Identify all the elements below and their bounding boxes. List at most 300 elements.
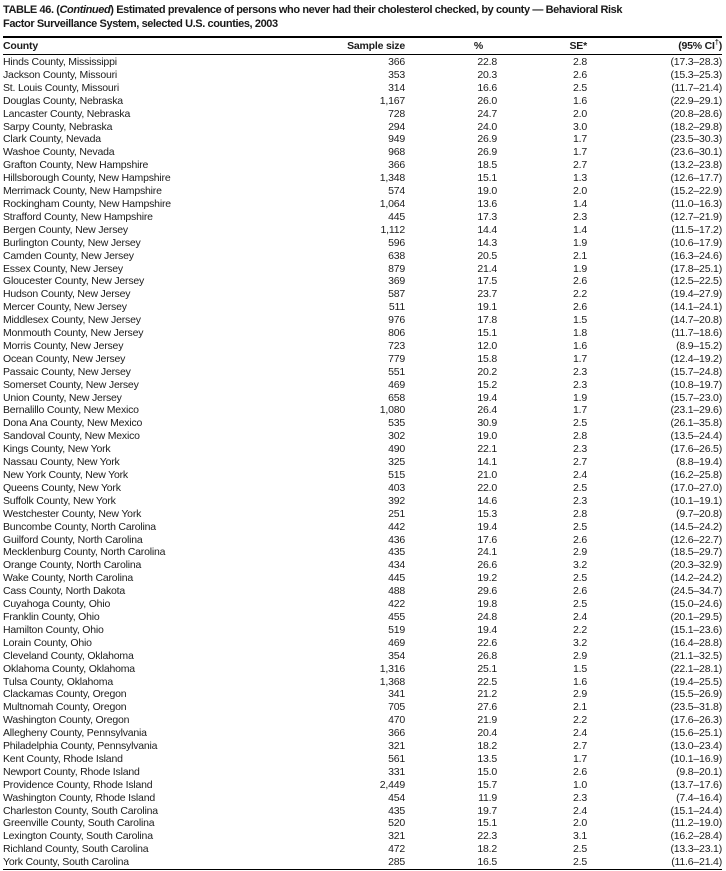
sample-size-cell: 705 bbox=[388, 701, 405, 714]
ci-cell: (15.1–24.4) bbox=[670, 804, 722, 817]
table-row bbox=[3, 353, 722, 366]
se-cell: 2.5 bbox=[573, 520, 587, 533]
table-row bbox=[3, 611, 722, 624]
se-cell: 2.4 bbox=[573, 469, 587, 481]
table-row bbox=[3, 830, 722, 843]
county-cell: Essex County, New Jersey bbox=[3, 262, 123, 275]
table-row bbox=[3, 753, 722, 766]
ci-cell: (10.8–19.7) bbox=[670, 378, 722, 391]
ci-cell: (15.6–25.1) bbox=[670, 727, 722, 740]
county-cell: Cleveland County, Oklahoma bbox=[3, 649, 134, 662]
percent-cell: 24.8 bbox=[477, 610, 497, 623]
sample-size-cell: 949 bbox=[388, 133, 405, 146]
sample-size-cell: 436 bbox=[388, 533, 405, 546]
ci-cell: (14.7–20.8) bbox=[670, 314, 722, 327]
county-cell: New York County, New York bbox=[3, 469, 128, 481]
county-cell: Rockingham County, New Hampshire bbox=[3, 197, 171, 210]
table-row bbox=[3, 701, 722, 714]
ci-cell: (19.4–27.9) bbox=[670, 288, 722, 301]
percent-cell: 19.4 bbox=[477, 520, 497, 533]
sample-size-cell: 366 bbox=[388, 159, 405, 172]
table-row bbox=[3, 456, 722, 469]
county-cell: Wake County, North Carolina bbox=[3, 572, 133, 585]
sample-size-cell: 285 bbox=[388, 856, 405, 869]
sample-size-cell: 728 bbox=[388, 107, 405, 120]
percent-cell: 25.1 bbox=[477, 662, 497, 675]
table-header bbox=[3, 37, 722, 55]
percent-cell: 18.2 bbox=[477, 740, 497, 753]
ci-cell: (23.5–31.8) bbox=[670, 701, 722, 714]
county-cell: Hillsborough County, New Hampshire bbox=[3, 172, 171, 185]
ci-cell: (10.1–16.9) bbox=[670, 752, 722, 765]
county-cell: Buncombe County, North Carolina bbox=[3, 520, 156, 533]
se-cell: 2.9 bbox=[573, 688, 587, 701]
se-cell: 2.6 bbox=[573, 533, 587, 546]
table-row bbox=[3, 637, 722, 650]
ci-cell: (8.8–19.4) bbox=[676, 456, 722, 469]
percent-cell: 21.2 bbox=[477, 688, 497, 701]
percent-cell: 26.0 bbox=[477, 94, 497, 107]
table-row bbox=[3, 185, 722, 198]
county-cell: Union County, New Jersey bbox=[3, 391, 122, 404]
county-cell: Strafford County, New Hampshire bbox=[3, 210, 153, 223]
table-title-line1 bbox=[3, 4, 722, 18]
county-cell: Charleston County, South Carolina bbox=[3, 804, 158, 817]
county-cell: Westchester County, New York bbox=[3, 507, 142, 520]
se-cell: 2.4 bbox=[573, 610, 587, 623]
percent-cell: 22.5 bbox=[477, 675, 497, 688]
table-row bbox=[3, 82, 722, 95]
sample-size-cell: 445 bbox=[388, 210, 405, 223]
ci-cell: (15.2–22.9) bbox=[670, 185, 722, 198]
sample-size-cell: 455 bbox=[388, 610, 405, 623]
table-row bbox=[3, 392, 722, 405]
sample-size-cell: 442 bbox=[388, 520, 405, 533]
se-cell: 2.5 bbox=[573, 481, 587, 494]
percent-cell: 17.5 bbox=[477, 275, 497, 288]
ci-cell: (16.2–25.8) bbox=[670, 469, 722, 481]
se-cell: 2.5 bbox=[573, 843, 587, 856]
percent-cell: 19.4 bbox=[477, 623, 497, 636]
county-cell: Gloucester County, New Jersey bbox=[3, 275, 145, 288]
sample-size-cell: 445 bbox=[388, 572, 405, 585]
county-cell: Orange County, North Carolina bbox=[3, 559, 142, 572]
county-cell: Cass County, North Dakota bbox=[3, 585, 126, 598]
table-row bbox=[3, 95, 722, 108]
sample-size-cell: 879 bbox=[388, 262, 405, 275]
ci-cell: (7.4–16.4) bbox=[676, 791, 722, 804]
county-cell: Hamilton County, Ohio bbox=[3, 623, 104, 636]
column-header-se: SE* bbox=[497, 37, 587, 55]
ci-cell: (17.6–26.3) bbox=[670, 714, 722, 727]
se-cell: 2.4 bbox=[573, 727, 587, 740]
sample-size-cell: 470 bbox=[388, 714, 405, 727]
sample-size-cell: 341 bbox=[388, 688, 405, 701]
ci-cell: (21.1–32.5) bbox=[670, 649, 722, 662]
county-cell: Passaic County, New Jersey bbox=[3, 365, 131, 378]
dagger-footnote-mark: † bbox=[714, 37, 719, 47]
sample-size-cell: 321 bbox=[388, 830, 405, 843]
se-cell: 2.7 bbox=[573, 740, 587, 753]
ci-cell: (18.5–29.7) bbox=[670, 546, 722, 559]
table-row bbox=[3, 108, 722, 121]
ci-cell: (12.4–19.2) bbox=[670, 352, 722, 365]
county-cell: Kings County, New York bbox=[3, 443, 111, 456]
sample-size-cell: 1,316 bbox=[379, 662, 405, 675]
sample-size-cell: 325 bbox=[388, 456, 405, 469]
percent-cell: 26.8 bbox=[477, 649, 497, 662]
table-row bbox=[3, 714, 722, 727]
table-row bbox=[3, 482, 722, 495]
se-cell: 2.2 bbox=[573, 714, 587, 727]
percent-cell: 15.7 bbox=[477, 778, 497, 791]
percent-cell: 26.4 bbox=[477, 404, 497, 417]
se-cell: 1.9 bbox=[573, 262, 587, 275]
se-cell: 1.5 bbox=[573, 662, 587, 675]
se-cell: 2.5 bbox=[573, 572, 587, 585]
county-cell: Queens County, New York bbox=[3, 481, 121, 494]
ci-cell: (15.3–25.3) bbox=[670, 68, 722, 81]
percent-cell: 15.1 bbox=[477, 172, 497, 185]
sample-size-cell: 806 bbox=[388, 327, 405, 340]
se-cell: 2.5 bbox=[573, 417, 587, 430]
county-cell: Kent County, Rhode Island bbox=[3, 752, 123, 765]
ci-cell: (23.1–29.6) bbox=[670, 404, 722, 417]
se-cell: 2.3 bbox=[573, 494, 587, 507]
county-cell: Jackson County, Missouri bbox=[3, 68, 118, 81]
county-cell: Hinds County, Mississippi bbox=[3, 56, 117, 68]
percent-cell: 13.6 bbox=[477, 197, 497, 210]
percent-cell: 22.6 bbox=[477, 636, 497, 649]
table-row bbox=[3, 676, 722, 689]
percent-cell: 22.3 bbox=[477, 830, 497, 843]
table-body bbox=[3, 55, 722, 870]
ci-cell: (11.7–21.4) bbox=[671, 81, 722, 94]
table-row bbox=[3, 172, 722, 185]
ci-cell: (8.9–15.2) bbox=[676, 339, 722, 352]
se-cell: 2.5 bbox=[573, 598, 587, 611]
sample-size-cell: 2,449 bbox=[379, 778, 405, 791]
se-cell: 1.4 bbox=[573, 197, 587, 210]
ci-cell: (11.7–18.6) bbox=[671, 327, 722, 340]
county-cell: Lorain County, Ohio bbox=[3, 636, 92, 649]
percent-cell: 20.5 bbox=[477, 249, 497, 262]
table-row bbox=[3, 133, 722, 146]
se-cell: 1.3 bbox=[573, 172, 587, 185]
percent-cell: 20.2 bbox=[477, 365, 497, 378]
percent-cell: 21.0 bbox=[477, 469, 497, 481]
se-cell: 1.7 bbox=[573, 752, 587, 765]
title-rest: ) Estimated prevalence of persons who never had their cholesterol checked, by county — Behavioral Risk bbox=[110, 4, 623, 16]
ci-header-text: (95% CI bbox=[678, 40, 715, 52]
county-cell: Newport County, Rhode Island bbox=[3, 765, 140, 778]
table-row bbox=[3, 443, 722, 456]
sample-size-cell: 302 bbox=[388, 430, 405, 443]
percent-cell: 24.0 bbox=[477, 120, 497, 133]
ci-cell: (19.4–25.5) bbox=[670, 675, 722, 688]
percent-cell: 15.0 bbox=[477, 765, 497, 778]
column-header-percent: % bbox=[405, 37, 497, 55]
table-row bbox=[3, 792, 722, 805]
table-row bbox=[3, 404, 722, 417]
sample-size-cell: 354 bbox=[388, 649, 405, 662]
table-row bbox=[3, 69, 722, 82]
table-row bbox=[3, 340, 722, 353]
county-cell: Greenville County, South Carolina bbox=[3, 817, 155, 830]
ci-cell: (14.2–24.2) bbox=[670, 572, 722, 585]
table-row bbox=[3, 379, 722, 392]
table-row bbox=[3, 469, 722, 482]
sample-size-cell: 551 bbox=[388, 365, 405, 378]
percent-cell: 21.4 bbox=[477, 262, 497, 275]
county-cell: Burlington County, New Jersey bbox=[3, 236, 141, 249]
percent-cell: 17.3 bbox=[477, 210, 497, 223]
se-cell: 2.5 bbox=[573, 856, 587, 869]
ci-cell: (12.6–17.7) bbox=[670, 172, 722, 185]
sample-size-cell: 353 bbox=[388, 68, 405, 81]
ci-cell: (12.5–22.5) bbox=[670, 275, 722, 288]
se-cell: 1.9 bbox=[573, 391, 587, 404]
sample-size-cell: 469 bbox=[388, 636, 405, 649]
county-cell: Douglas County, Nebraska bbox=[3, 94, 123, 107]
table-title bbox=[3, 4, 722, 31]
table-row bbox=[3, 598, 722, 611]
table-row bbox=[3, 766, 722, 779]
ci-cell: (23.5–30.3) bbox=[670, 133, 722, 146]
sample-size-cell: 251 bbox=[388, 507, 405, 520]
table-row bbox=[3, 430, 722, 443]
table-row bbox=[3, 211, 722, 224]
percent-cell: 26.9 bbox=[477, 133, 497, 146]
se-cell: 2.8 bbox=[573, 430, 587, 443]
table-row bbox=[3, 856, 722, 869]
county-cell: Clackamas County, Oregon bbox=[3, 688, 127, 701]
se-cell: 1.7 bbox=[573, 404, 587, 417]
table-row bbox=[3, 275, 722, 288]
ci-cell: (17.3–28.3) bbox=[670, 56, 722, 68]
ci-cell: (16.2–28.4) bbox=[670, 830, 722, 843]
percent-cell: 15.1 bbox=[477, 817, 497, 830]
sample-size-cell: 1,348 bbox=[379, 172, 405, 185]
ci-cell: (12.6–22.7) bbox=[670, 533, 722, 546]
ci-cell: (9.8–20.1) bbox=[676, 765, 722, 778]
sample-size-cell: 638 bbox=[388, 249, 405, 262]
se-cell: 2.1 bbox=[573, 249, 587, 262]
se-cell: 2.7 bbox=[573, 456, 587, 469]
se-cell: 2.6 bbox=[573, 301, 587, 314]
ci-cell: (17.6–26.5) bbox=[670, 443, 722, 456]
ci-cell: (15.5–26.9) bbox=[670, 688, 722, 701]
ci-cell: (18.2–29.8) bbox=[670, 120, 722, 133]
percent-cell: 14.3 bbox=[477, 236, 497, 249]
ci-cell: (13.3–23.1) bbox=[670, 843, 722, 856]
table-row bbox=[3, 534, 722, 547]
sample-size-cell: 403 bbox=[388, 481, 405, 494]
percent-cell: 17.8 bbox=[477, 314, 497, 327]
ci-cell: (14.5–24.2) bbox=[670, 520, 722, 533]
sample-size-cell: 520 bbox=[388, 817, 405, 830]
table-row bbox=[3, 688, 722, 701]
se-cell: 1.7 bbox=[573, 352, 587, 365]
sample-size-cell: 469 bbox=[388, 378, 405, 391]
percent-cell: 19.2 bbox=[477, 572, 497, 585]
sample-size-cell: 968 bbox=[388, 146, 405, 159]
county-cell: Bergen County, New Jersey bbox=[3, 223, 128, 236]
ci-cell: (24.5–34.7) bbox=[670, 585, 722, 598]
sample-size-cell: 434 bbox=[388, 559, 405, 572]
sample-size-cell: 369 bbox=[388, 275, 405, 288]
county-cell: Nassau County, New York bbox=[3, 456, 120, 469]
se-cell: 2.7 bbox=[573, 159, 587, 172]
county-cell: Suffolk County, New York bbox=[3, 494, 116, 507]
percent-cell: 19.1 bbox=[477, 301, 497, 314]
percent-cell: 19.4 bbox=[477, 391, 497, 404]
sample-size-cell: 1,368 bbox=[379, 675, 405, 688]
se-cell: 2.4 bbox=[573, 804, 587, 817]
county-cell: Washington County, Rhode Island bbox=[3, 791, 155, 804]
se-cell: 2.3 bbox=[573, 210, 587, 223]
se-cell: 2.9 bbox=[573, 546, 587, 559]
table-row bbox=[3, 572, 722, 585]
ci-cell: (16.3–24.6) bbox=[670, 249, 722, 262]
sample-size-cell: 488 bbox=[388, 585, 405, 598]
se-cell: 2.6 bbox=[573, 585, 587, 598]
se-cell: 2.1 bbox=[573, 701, 587, 714]
percent-cell: 16.5 bbox=[477, 856, 497, 869]
se-cell: 2.8 bbox=[573, 56, 587, 68]
ci-cell: (16.4–28.8) bbox=[670, 636, 722, 649]
se-cell: 2.2 bbox=[573, 288, 587, 301]
sample-size-cell: 1,064 bbox=[379, 197, 405, 210]
sample-size-cell: 535 bbox=[388, 417, 405, 430]
percent-cell: 17.6 bbox=[477, 533, 497, 546]
table-row bbox=[3, 224, 722, 237]
county-cell: Mercer County, New Jersey bbox=[3, 301, 127, 314]
sample-size-cell: 574 bbox=[388, 185, 405, 198]
se-cell: 2.0 bbox=[573, 185, 587, 198]
percent-cell: 11.9 bbox=[478, 791, 497, 804]
county-cell: Washington County, Oregon bbox=[3, 714, 130, 727]
percent-cell: 19.0 bbox=[477, 430, 497, 443]
county-cell: Middlesex County, New Jersey bbox=[3, 314, 141, 327]
se-cell: 2.0 bbox=[573, 817, 587, 830]
table-row bbox=[3, 508, 722, 521]
county-cell: Dona Ana County, New Mexico bbox=[3, 417, 143, 430]
county-cell: Grafton County, New Hampshire bbox=[3, 159, 149, 172]
se-cell: 2.8 bbox=[573, 507, 587, 520]
se-cell: 2.3 bbox=[573, 443, 587, 456]
county-cell: Camden County, New Jersey bbox=[3, 249, 134, 262]
sample-size-cell: 1,167 bbox=[379, 94, 405, 107]
ci-cell: (22.1–28.1) bbox=[670, 662, 722, 675]
county-cell: Multnomah County, Oregon bbox=[3, 701, 127, 714]
se-cell: 2.9 bbox=[573, 649, 587, 662]
sample-size-cell: 435 bbox=[388, 804, 405, 817]
sample-size-cell: 515 bbox=[388, 469, 405, 481]
percent-cell: 22.0 bbox=[477, 481, 497, 494]
table-row bbox=[3, 159, 722, 172]
ci-cell: (17.0–27.0) bbox=[670, 481, 722, 494]
ci-cell: (20.8–28.6) bbox=[670, 107, 722, 120]
se-cell: 1.0 bbox=[573, 778, 587, 791]
table-row bbox=[3, 495, 722, 508]
county-cell: York County, South Carolina bbox=[3, 856, 129, 869]
table-row bbox=[3, 650, 722, 663]
percent-cell: 15.3 bbox=[477, 507, 497, 520]
percent-cell: 19.8 bbox=[477, 598, 497, 611]
ci-cell: (23.6–30.1) bbox=[670, 146, 722, 159]
county-cell: Washoe County, Nevada bbox=[3, 146, 115, 159]
county-cell: Bernalillo County, New Mexico bbox=[3, 404, 139, 417]
se-cell: 3.0 bbox=[573, 120, 587, 133]
table-row bbox=[3, 417, 722, 430]
county-cell: Tulsa County, Oklahoma bbox=[3, 675, 113, 688]
table-title-line2: Factor Surveillance System, selected U.S. counties, 2003 bbox=[3, 17, 278, 30]
percent-cell: 29.6 bbox=[477, 585, 497, 598]
percent-cell: 14.6 bbox=[477, 494, 497, 507]
table-row bbox=[3, 727, 722, 740]
county-cell: Franklin County, Ohio bbox=[3, 610, 100, 623]
table-row bbox=[3, 250, 722, 263]
ci-cell: (15.7–23.0) bbox=[670, 391, 722, 404]
percent-cell: 20.3 bbox=[477, 68, 497, 81]
county-cell: Oklahoma County, Oklahoma bbox=[3, 662, 135, 675]
percent-cell: 30.9 bbox=[477, 417, 497, 430]
table-row bbox=[3, 779, 722, 792]
table-row bbox=[3, 146, 722, 159]
sample-size-cell: 658 bbox=[388, 391, 405, 404]
se-cell: 3.1 bbox=[573, 830, 587, 843]
title-continued: Continued bbox=[59, 4, 111, 16]
table-row bbox=[3, 301, 722, 314]
se-cell: 3.2 bbox=[573, 636, 587, 649]
sample-size-cell: 779 bbox=[388, 352, 405, 365]
se-cell: 1.4 bbox=[573, 223, 587, 236]
percent-cell: 22.1 bbox=[477, 443, 497, 456]
column-header-ci bbox=[587, 37, 722, 55]
percent-cell: 19.0 bbox=[477, 185, 497, 198]
percent-cell: 21.9 bbox=[477, 714, 497, 727]
sample-size-cell: 454 bbox=[388, 791, 405, 804]
sample-size-cell: 392 bbox=[388, 494, 405, 507]
ci-cell: (15.0–24.6) bbox=[670, 598, 722, 611]
percent-cell: 12.0 bbox=[477, 339, 497, 352]
county-cell: Somerset County, New Jersey bbox=[3, 378, 139, 391]
se-cell: 2.5 bbox=[573, 81, 587, 94]
county-cell: Allegheny County, Pennsylvania bbox=[3, 727, 147, 740]
ci-cell: (13.5–24.4) bbox=[670, 430, 722, 443]
percent-cell: 15.2 bbox=[477, 378, 497, 391]
table-row bbox=[3, 805, 722, 818]
title-prefix: TABLE 46. ( bbox=[3, 4, 60, 16]
table-header-row bbox=[3, 37, 722, 55]
county-cell: Cuyahoga County, Ohio bbox=[3, 598, 111, 611]
ci-cell: (11.0–16.3) bbox=[671, 197, 722, 210]
percent-cell: 18.2 bbox=[477, 843, 497, 856]
table-row bbox=[3, 546, 722, 559]
percent-cell: 14.4 bbox=[477, 223, 497, 236]
se-cell: 3.2 bbox=[573, 559, 587, 572]
table-row bbox=[3, 121, 722, 134]
ci-cell: (12.7–21.9) bbox=[670, 210, 722, 223]
county-cell: Guilford County, North Carolina bbox=[3, 533, 143, 546]
se-cell: 1.7 bbox=[573, 146, 587, 159]
percent-cell: 15.1 bbox=[477, 327, 497, 340]
ci-cell: (26.1–35.8) bbox=[670, 417, 722, 430]
ci-cell: (20.1–29.5) bbox=[670, 610, 722, 623]
table-row bbox=[3, 663, 722, 676]
percent-cell: 19.7 bbox=[477, 804, 497, 817]
